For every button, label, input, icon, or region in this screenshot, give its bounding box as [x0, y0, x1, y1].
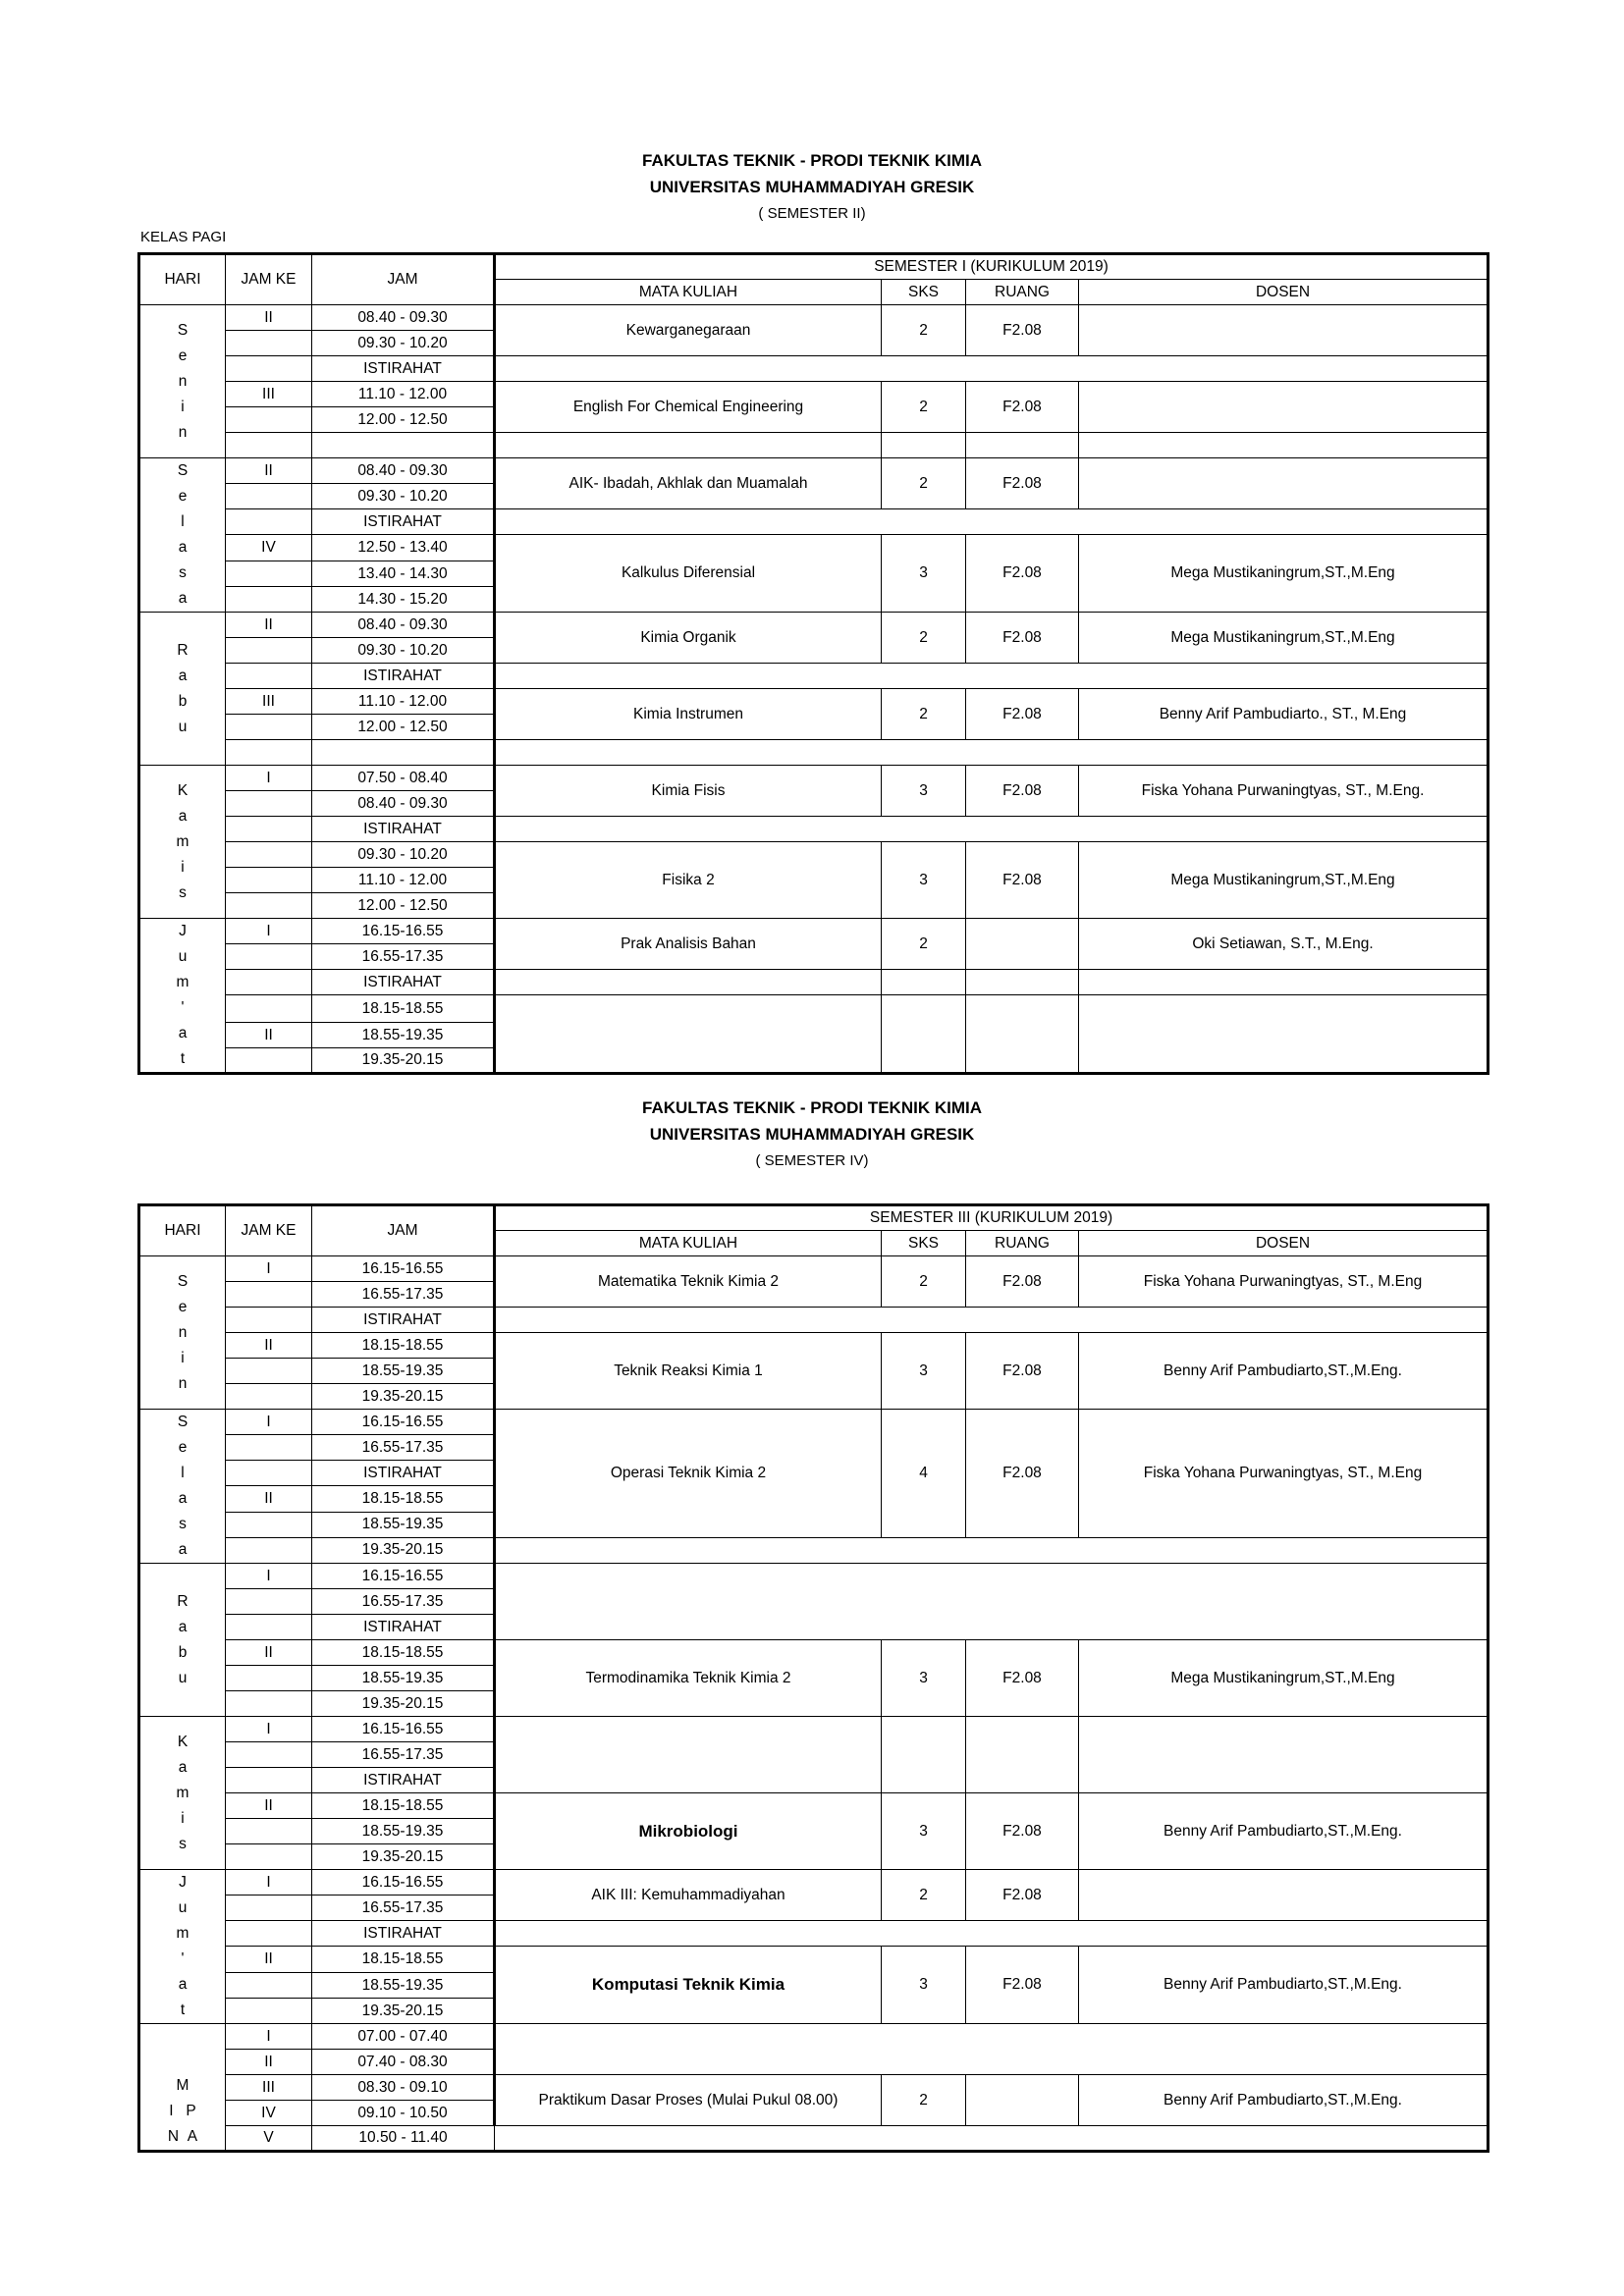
empty-cell	[882, 970, 966, 995]
course-name: Matematika Teknik Kimia 2	[495, 1256, 882, 1308]
jam-cell: ISTIRAHAT	[312, 664, 495, 689]
jamke-cell: I	[226, 1564, 312, 1589]
jamke-cell: IV	[226, 535, 312, 561]
jamke-cell	[226, 1742, 312, 1768]
course-sks: 3	[882, 1793, 966, 1870]
header-jamke: JAM KE	[226, 1205, 312, 1256]
course-room: F2.08	[966, 1793, 1079, 1870]
header-sks: SKS	[882, 1231, 966, 1256]
jam-cell: 11.10 - 12.00	[312, 868, 495, 893]
header-semester-group: SEMESTER I (KURIKULUM 2019)	[495, 254, 1489, 280]
course-name: Kewarganegaraan	[495, 305, 882, 356]
course-room: F2.08	[966, 458, 1079, 509]
empty-cell	[495, 433, 882, 458]
header-mata-kuliah: MATA KULIAH	[495, 280, 882, 305]
day-selasa: S e l a s a	[139, 1410, 226, 1564]
jamke-cell: II	[226, 305, 312, 331]
section1-title	[0, 147, 1624, 227]
jam-cell: ISTIRAHAT	[312, 1461, 495, 1486]
course-lecturer	[1079, 1870, 1489, 1921]
jamke-cell	[226, 715, 312, 740]
course-room: F2.08	[966, 1870, 1079, 1921]
jam-cell: 18.55-19.35	[312, 1359, 495, 1384]
course-lecturer: Fiska Yohana Purwaningtyas, ST., M.Eng	[1079, 1256, 1489, 1308]
course-sks: 3	[882, 1333, 966, 1410]
jamke-cell	[226, 1384, 312, 1410]
jam-cell: 16.15-16.55	[312, 1564, 495, 1589]
jamke-cell: II	[226, 1640, 312, 1666]
empty-cell	[882, 995, 966, 1074]
course-name: Kimia Instrumen	[495, 689, 882, 740]
jamke-cell: I	[226, 766, 312, 791]
header-ruang: RUANG	[966, 1231, 1079, 1256]
jamke-cell: II	[226, 1023, 312, 1048]
jam-cell: ISTIRAHAT	[312, 509, 495, 535]
jamke-cell: II	[226, 1793, 312, 1819]
course-sks: 2	[882, 613, 966, 664]
jamke-cell	[226, 1896, 312, 1921]
jamke-cell	[226, 1768, 312, 1793]
jamke-cell: III	[226, 382, 312, 407]
course-lecturer: Benny Arif Pambudiarto,ST.,M.Eng.	[1079, 1333, 1489, 1410]
jamke-cell	[226, 407, 312, 433]
jam-cell: 13.40 - 14.30	[312, 561, 495, 587]
course-lecturer: Benny Arif Pambudiarto,ST.,M.Eng.	[1079, 2075, 1489, 2126]
jam-cell: 18.15-18.55	[312, 1793, 495, 1819]
course-name: Prak Analisis Bahan	[495, 919, 882, 970]
header-jam: JAM	[312, 1205, 495, 1256]
jamke-cell	[226, 1589, 312, 1615]
jamke-cell: I	[226, 2024, 312, 2050]
course-name: Kalkulus Diferensial	[495, 535, 882, 613]
jamke-cell	[226, 1048, 312, 1074]
jam-cell: 16.55-17.35	[312, 944, 495, 970]
empty-cell	[495, 970, 882, 995]
jam-cell: 08.40 - 09.30	[312, 305, 495, 331]
jamke-cell: II	[226, 2050, 312, 2075]
course-room: F2.08	[966, 842, 1079, 919]
course-name: Termodinamika Teknik Kimia 2	[495, 1640, 882, 1717]
jam-cell: 18.15-18.55	[312, 995, 495, 1023]
empty-cell	[1079, 970, 1489, 995]
jam-cell: 19.35-20.15	[312, 1844, 495, 1870]
empty-row	[495, 1537, 1489, 1563]
course-room	[966, 919, 1079, 970]
course-name: Teknik Reaksi Kimia 1	[495, 1333, 882, 1410]
jam-cell: 18.55-19.35	[312, 1973, 495, 1999]
course-lecturer: Mega Mustikaningrum,ST.,M.Eng	[1079, 1640, 1489, 1717]
jam-cell: 12.00 - 12.50	[312, 407, 495, 433]
schedule-table-2	[137, 1203, 1489, 2153]
course-lecturer: Benny Arif Pambudiarto,ST.,M.Eng.	[1079, 1947, 1489, 2024]
day-rabu: R a b u	[139, 613, 226, 766]
course-room: F2.08	[966, 613, 1079, 664]
jam-cell: ISTIRAHAT	[312, 1768, 495, 1793]
course-name: Fisika 2	[495, 842, 882, 919]
jam-cell	[312, 433, 495, 458]
jam-cell: 16.15-16.55	[312, 1256, 495, 1282]
jam-cell	[312, 740, 495, 766]
class-label: KELAS PAGI	[140, 229, 227, 245]
course-lecturer: Mega Mustikaningrum,ST.,M.Eng	[1079, 613, 1489, 664]
jamke-cell	[226, 817, 312, 842]
jam-cell: ISTIRAHAT	[312, 1615, 495, 1640]
semester-label: ( SEMESTER II)	[758, 205, 866, 222]
jamke-cell	[226, 995, 312, 1023]
course-name: Komputasi Teknik Kimia	[495, 1947, 882, 2024]
course-room: F2.08	[966, 689, 1079, 740]
semester-label: ( SEMESTER IV)	[755, 1152, 869, 1169]
jam-cell: 09.10 - 10.50	[312, 2101, 495, 2126]
jam-cell: 18.15-18.55	[312, 1486, 495, 1512]
empty-cell	[966, 1717, 1079, 1793]
header-semester-group: SEMESTER III (KURIKULUM 2019)	[495, 1205, 1489, 1231]
jamke-cell	[226, 331, 312, 356]
header-dosen: DOSEN	[1079, 280, 1489, 305]
jam-cell: 18.55-19.35	[312, 1666, 495, 1691]
course-lecturer	[1079, 382, 1489, 433]
course-name: AIK- Ibadah, Akhlak dan Muamalah	[495, 458, 882, 509]
course-name: English For Chemical Engineering	[495, 382, 882, 433]
jam-cell: 18.55-19.35	[312, 1023, 495, 1048]
course-sks: 4	[882, 1410, 966, 1538]
jam-cell: 14.30 - 15.20	[312, 587, 495, 613]
jam-cell: 09.30 - 10.20	[312, 638, 495, 664]
day-senin: S e n i n	[139, 1256, 226, 1410]
jam-cell: 19.35-20.15	[312, 1048, 495, 1074]
break-row	[495, 1308, 1489, 1333]
course-sks: 2	[882, 919, 966, 970]
jamke-cell: I	[226, 1717, 312, 1742]
course-sks: 2	[882, 458, 966, 509]
jam-cell: ISTIRAHAT	[312, 356, 495, 382]
jamke-cell: II	[226, 1333, 312, 1359]
jam-cell: 11.10 - 12.00	[312, 689, 495, 715]
course-name: Mikrobiologi	[495, 1793, 882, 1870]
jam-cell: 18.15-18.55	[312, 1333, 495, 1359]
jamke-cell	[226, 1512, 312, 1537]
jamke-cell	[226, 664, 312, 689]
jamke-cell	[226, 740, 312, 766]
course-room: F2.08	[966, 1410, 1079, 1538]
jamke-cell	[226, 1921, 312, 1947]
schedule-table-1	[137, 252, 1489, 1075]
jamke-cell: III	[226, 689, 312, 715]
course-room: F2.08	[966, 535, 1079, 613]
jam-cell: 07.40 - 08.30	[312, 2050, 495, 2075]
empty-cell	[495, 1717, 882, 1793]
jamke-cell	[226, 1999, 312, 2024]
day-kamis: K a m i s	[139, 1717, 226, 1870]
faculty-title: FAKULTAS TEKNIK - PRODI TEKNIK KIMIA	[642, 151, 982, 170]
day-jumat: J u m ' a t	[139, 1870, 226, 2024]
jamke-cell	[226, 484, 312, 509]
jam-cell: 16.55-17.35	[312, 1435, 495, 1461]
jamke-cell: I	[226, 1256, 312, 1282]
jam-cell: ISTIRAHAT	[312, 817, 495, 842]
jam-cell: 07.50 - 08.40	[312, 766, 495, 791]
course-lecturer	[1079, 305, 1489, 356]
break-row	[495, 356, 1489, 382]
jamke-cell	[226, 1461, 312, 1486]
jam-cell: 09.30 - 10.20	[312, 331, 495, 356]
empty-cell	[1079, 433, 1489, 458]
jamke-cell	[226, 1819, 312, 1844]
jam-cell: 11.10 - 12.00	[312, 382, 495, 407]
course-lecturer: Fiska Yohana Purwaningtyas, ST., M.Eng.	[1079, 766, 1489, 817]
course-lecturer: Benny Arif Pambudiarto., ST., M.Eng	[1079, 689, 1489, 740]
header-jamke: JAM KE	[226, 254, 312, 305]
course-lecturer	[1079, 458, 1489, 509]
break-row	[495, 664, 1489, 689]
day-kamis: K a m i s	[139, 766, 226, 919]
jamke-cell: II	[226, 613, 312, 638]
jamke-cell	[226, 1615, 312, 1640]
jam-cell: 16.15-16.55	[312, 919, 495, 944]
day-selasa: S e l a s a	[139, 458, 226, 613]
jam-cell: 16.55-17.35	[312, 1896, 495, 1921]
jam-cell: ISTIRAHAT	[312, 970, 495, 995]
course-lecturer: Mega Mustikaningrum,ST.,M.Eng	[1079, 842, 1489, 919]
jam-cell: ISTIRAHAT	[312, 1921, 495, 1947]
jam-cell: 18.15-18.55	[312, 1947, 495, 1973]
jam-cell: 16.15-16.55	[312, 1717, 495, 1742]
jam-cell: 08.40 - 09.30	[312, 791, 495, 817]
jam-cell: 19.35-20.15	[312, 1999, 495, 2024]
day-rabu: R a b u	[139, 1564, 226, 1717]
course-lecturer: Oki Setiawan, S.T., M.Eng.	[1079, 919, 1489, 970]
jam-cell: 19.35-20.15	[312, 1537, 495, 1563]
course-sks: 3	[882, 842, 966, 919]
jam-cell: 10.50 - 11.40	[312, 2126, 495, 2152]
empty-block	[495, 1564, 1489, 1640]
empty-cell	[1079, 995, 1489, 1074]
empty-cell	[882, 433, 966, 458]
jamke-cell	[226, 1691, 312, 1717]
jamke-cell	[226, 509, 312, 535]
jam-cell: 12.50 - 13.40	[312, 535, 495, 561]
jamke-cell	[226, 1359, 312, 1384]
jam-cell: 18.15-18.55	[312, 1640, 495, 1666]
break-row	[495, 1921, 1489, 1947]
jam-cell: 16.55-17.35	[312, 1742, 495, 1768]
jamke-cell	[226, 561, 312, 587]
jam-cell: 16.55-17.35	[312, 1282, 495, 1308]
jamke-cell	[226, 433, 312, 458]
section2-title	[0, 1095, 1624, 1174]
jamke-cell	[226, 1282, 312, 1308]
jam-cell: 09.30 - 10.20	[312, 842, 495, 868]
jamke-cell	[226, 842, 312, 868]
empty-cell	[495, 995, 882, 1074]
jam-cell: 16.15-16.55	[312, 1870, 495, 1896]
jamke-cell: III	[226, 2075, 312, 2101]
course-sks: 3	[882, 1640, 966, 1717]
jam-cell: 08.40 - 09.30	[312, 458, 495, 484]
course-sks: 3	[882, 535, 966, 613]
header-hari: HARI	[139, 1205, 226, 1256]
empty-cell	[966, 995, 1079, 1074]
jamke-cell: IV	[226, 2101, 312, 2126]
header-ruang: RUANG	[966, 280, 1079, 305]
course-name: Kimia Fisis	[495, 766, 882, 817]
jamke-cell	[226, 944, 312, 970]
jam-cell: 19.35-20.15	[312, 1691, 495, 1717]
course-lecturer: Benny Arif Pambudiarto,ST.,M.Eng.	[1079, 1793, 1489, 1870]
header-dosen: DOSEN	[1079, 1231, 1489, 1256]
jamke-cell: I	[226, 919, 312, 944]
header-hari: HARI	[139, 254, 226, 305]
course-room: F2.08	[966, 1640, 1079, 1717]
course-room: F2.08	[966, 1947, 1079, 2024]
jam-cell: ISTIRAHAT	[312, 1308, 495, 1333]
jamke-cell	[226, 1308, 312, 1333]
course-room: F2.08	[966, 1333, 1079, 1410]
empty-cell	[882, 1717, 966, 1793]
course-lecturer: Mega Mustikaningrum,ST.,M.Eng	[1079, 535, 1489, 613]
jamke-cell	[226, 1537, 312, 1563]
jamke-cell: V	[226, 2126, 312, 2152]
day-senin: S e n i n	[139, 305, 226, 458]
day-jumat: J u m ' a t	[139, 919, 226, 1074]
jam-cell: 08.40 - 09.30	[312, 613, 495, 638]
jam-cell: 12.00 - 12.50	[312, 893, 495, 919]
jamke-cell	[226, 587, 312, 613]
jam-cell: 18.55-19.35	[312, 1512, 495, 1537]
jamke-cell: II	[226, 1486, 312, 1512]
jam-cell: 09.30 - 10.20	[312, 484, 495, 509]
empty-block	[495, 2024, 1489, 2075]
jamke-cell: II	[226, 1947, 312, 1973]
jamke-cell	[226, 791, 312, 817]
jamke-cell: II	[226, 458, 312, 484]
jam-cell: 16.15-16.55	[312, 1410, 495, 1435]
jamke-cell	[226, 638, 312, 664]
header-sks: SKS	[882, 280, 966, 305]
header-jam: JAM	[312, 254, 495, 305]
jamke-cell	[226, 1435, 312, 1461]
course-sks: 3	[882, 766, 966, 817]
faculty-title: FAKULTAS TEKNIK - PRODI TEKNIK KIMIA	[642, 1098, 982, 1117]
jam-cell: 08.30 - 09.10	[312, 2075, 495, 2101]
empty-row	[495, 2126, 1489, 2152]
jam-cell: 18.55-19.35	[312, 1819, 495, 1844]
course-room: F2.08	[966, 305, 1079, 356]
course-sks: 2	[882, 1256, 966, 1308]
jamke-cell	[226, 1973, 312, 1999]
break-row	[495, 817, 1489, 842]
jamke-cell	[226, 1666, 312, 1691]
course-room: F2.08	[966, 766, 1079, 817]
course-sks: 2	[882, 305, 966, 356]
course-sks: 2	[882, 382, 966, 433]
jamke-cell	[226, 893, 312, 919]
jamke-cell: I	[226, 1410, 312, 1435]
day-mipna: M I P N A	[139, 2024, 226, 2152]
break-row	[495, 509, 1489, 535]
university-title: UNIVERSITAS MUHAMMADIYAH GRESIK	[649, 1125, 975, 1144]
course-sks: 2	[882, 1870, 966, 1921]
jamke-cell: I	[226, 1870, 312, 1896]
empty-cell	[1079, 1717, 1489, 1793]
course-room: F2.08	[966, 382, 1079, 433]
jam-cell: 19.35-20.15	[312, 1384, 495, 1410]
jam-cell: 07.00 - 07.40	[312, 2024, 495, 2050]
empty-cell	[966, 433, 1079, 458]
course-sks: 2	[882, 2075, 966, 2126]
jamke-cell	[226, 868, 312, 893]
jamke-cell	[226, 1844, 312, 1870]
header-mata-kuliah: MATA KULIAH	[495, 1231, 882, 1256]
empty-row	[495, 740, 1489, 766]
course-sks: 2	[882, 689, 966, 740]
jamke-cell	[226, 356, 312, 382]
university-title: UNIVERSITAS MUHAMMADIYAH GRESIK	[649, 178, 975, 196]
course-name: Kimia Organik	[495, 613, 882, 664]
course-name: Praktikum Dasar Proses (Mulai Pukul 08.00)	[495, 2075, 882, 2126]
jam-cell: 16.55-17.35	[312, 1589, 495, 1615]
course-room: F2.08	[966, 1256, 1079, 1308]
course-name: AIK III: Kemuhammadiyahan	[495, 1870, 882, 1921]
course-room	[966, 2075, 1079, 2126]
jam-cell: 12.00 - 12.50	[312, 715, 495, 740]
empty-cell	[966, 970, 1079, 995]
course-lecturer: Fiska Yohana Purwaningtyas, ST., M.Eng	[1079, 1410, 1489, 1538]
jamke-cell	[226, 970, 312, 995]
course-sks: 3	[882, 1947, 966, 2024]
course-name: Operasi Teknik Kimia 2	[495, 1410, 882, 1538]
